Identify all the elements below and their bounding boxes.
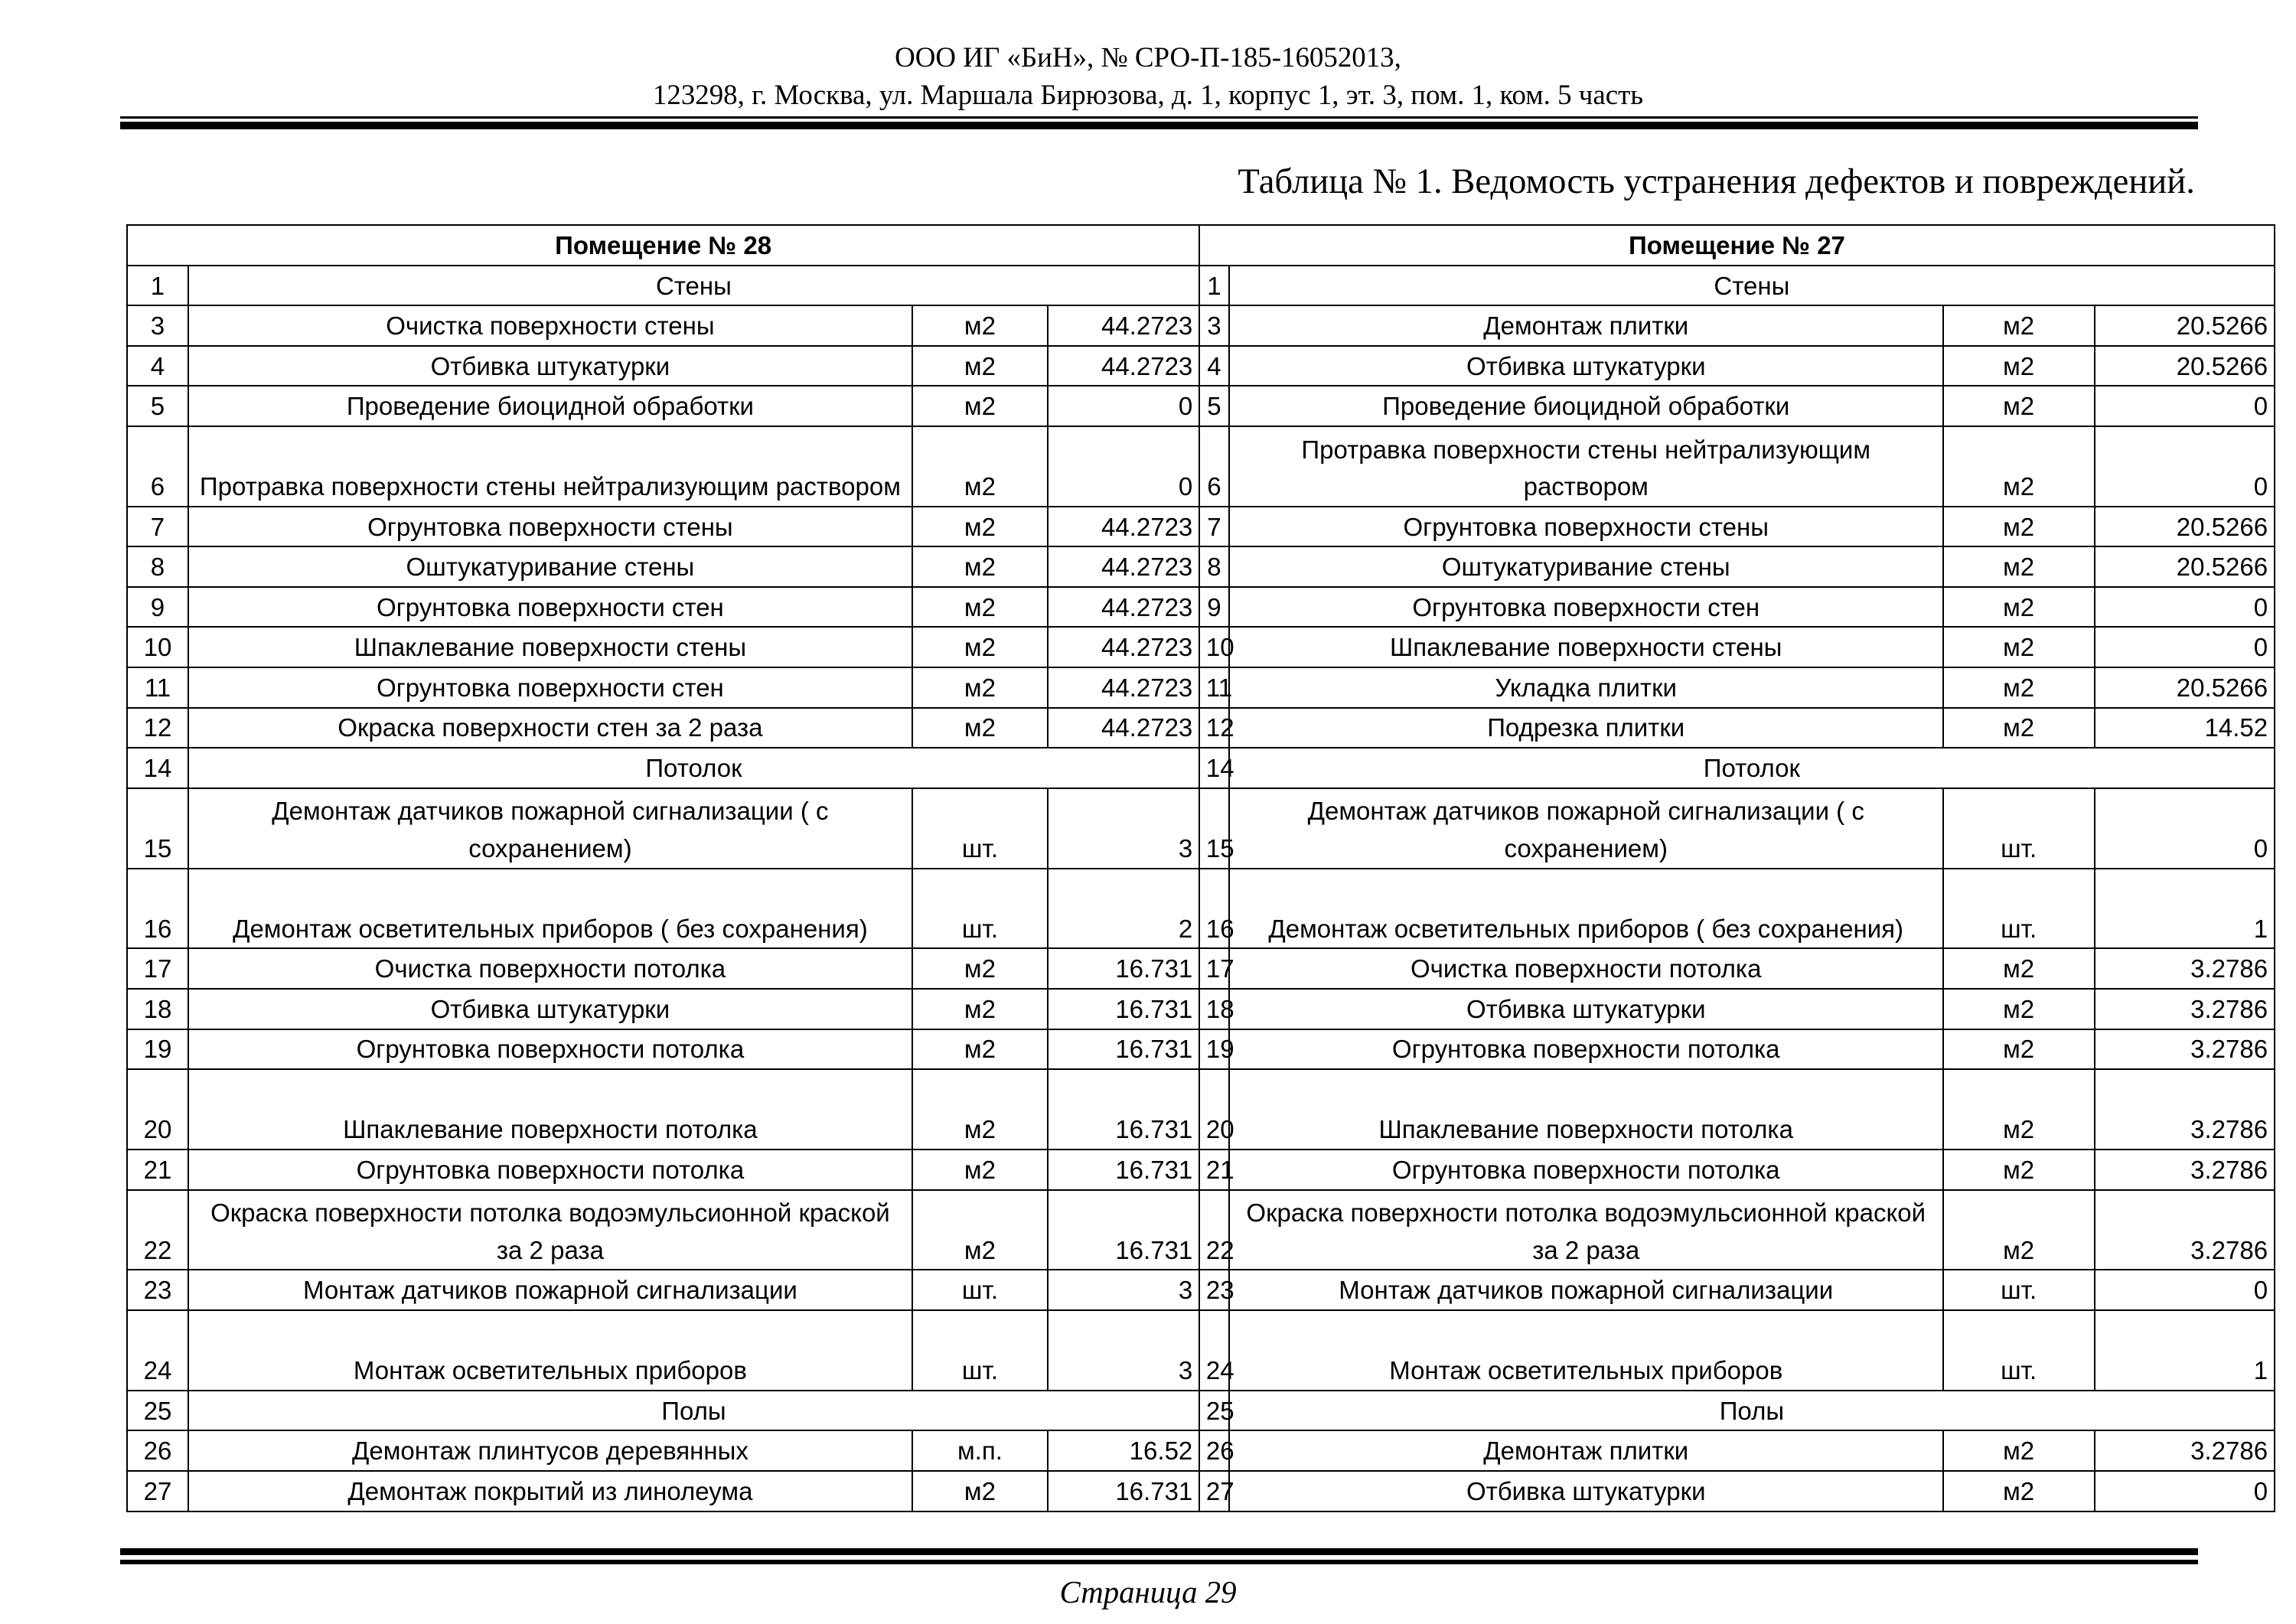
quantity-cell: 1: [2095, 869, 2275, 949]
row-number-cell: 5: [1199, 386, 1229, 426]
row-number-cell: 22: [127, 1190, 188, 1270]
table-row: [127, 305, 2275, 346]
table-row: [127, 1310, 2275, 1391]
table-row: [127, 1069, 2275, 1150]
work-description-cell: Демонтаж покрытий из линолеума: [188, 1471, 912, 1511]
table-row: [127, 1190, 2275, 1270]
unit-cell: м2: [1943, 1471, 2095, 1511]
row-number-cell: 4: [1199, 346, 1229, 386]
quantity-cell: 0: [2095, 386, 2275, 426]
unit-cell: м2: [912, 708, 1048, 748]
row-number-cell: 17: [1199, 948, 1229, 989]
work-description-cell: Шпаклевание поверхности потолка: [188, 1069, 912, 1150]
unit-cell: м2: [912, 426, 1048, 507]
work-description-cell: Демонтаж осветительных приборов ( без сохранения): [188, 869, 912, 949]
section-row: [127, 1391, 2275, 1431]
row-number-cell: 21: [127, 1150, 188, 1190]
row-number-cell: 25: [127, 1391, 188, 1431]
work-description-cell: Огрунтовка поверхности потолка: [1229, 1150, 1943, 1190]
row-number-cell: 12: [1199, 708, 1229, 748]
row-number-cell: 27: [1199, 1471, 1229, 1511]
work-description-cell: Отбивка штукатурки: [188, 989, 912, 1029]
section-title-cell: Потолок: [188, 748, 1199, 788]
row-number-cell: 6: [127, 426, 188, 507]
quantity-cell: 3.2786: [2095, 1150, 2275, 1190]
table-row: [127, 989, 2275, 1029]
work-description-cell: Очистка поверхности потолка: [188, 948, 912, 989]
unit-cell: м2: [1943, 1430, 2095, 1471]
quantity-cell: 3.2786: [2095, 1430, 2275, 1471]
quantity-cell: 44.2723: [1048, 507, 1199, 547]
section-title-cell: Полы: [188, 1391, 1199, 1431]
table-header-row: [127, 225, 2275, 266]
work-description-cell: Оштукатуривание стены: [188, 546, 912, 587]
work-description-cell: Отбивка штукатурки: [188, 346, 912, 386]
footer-rule-thick: [120, 1548, 2197, 1556]
quantity-cell: 16.731: [1048, 1069, 1199, 1150]
unit-cell: м2: [912, 346, 1048, 386]
row-number-cell: 9: [127, 587, 188, 628]
work-description-cell: Проведение биоцидной обработки: [188, 386, 912, 426]
table-row: [127, 948, 2275, 989]
row-number-cell: 12: [127, 708, 188, 748]
work-description-cell: Очистка поверхности стены: [188, 305, 912, 346]
section-row: [127, 748, 2275, 788]
row-number-cell: 10: [1199, 627, 1229, 667]
work-description-cell: Отбивка штукатурки: [1229, 1471, 1943, 1511]
work-description-cell: Монтаж осветительных приборов: [1229, 1310, 1943, 1391]
quantity-cell: 3: [1048, 1270, 1199, 1310]
table-row: [127, 386, 2275, 426]
unit-cell: м2: [1943, 587, 2095, 628]
unit-cell: м2: [912, 546, 1048, 587]
quantity-cell: 44.2723: [1048, 346, 1199, 386]
unit-cell: м2: [1943, 386, 2095, 426]
row-number-cell: 23: [1199, 1270, 1229, 1310]
row-number-cell: 1: [127, 266, 188, 306]
quantity-cell: 3: [1048, 788, 1199, 869]
unit-cell: м2: [1943, 708, 2095, 748]
table-row: [127, 1270, 2275, 1310]
quantity-cell: 14.52: [2095, 708, 2275, 748]
unit-cell: м2: [1943, 546, 2095, 587]
quantity-cell: 44.2723: [1048, 627, 1199, 667]
table-row: [127, 627, 2275, 667]
row-number-cell: 5: [127, 386, 188, 426]
unit-cell: шт.: [912, 788, 1048, 869]
table-row: [127, 667, 2275, 708]
row-number-cell: 14: [1199, 748, 1229, 788]
unit-cell: м2: [912, 667, 1048, 708]
work-description-cell: Укладка плитки: [1229, 667, 1943, 708]
quantity-cell: 0: [1048, 426, 1199, 507]
work-description-cell: Огрунтовка поверхности потолка: [1229, 1029, 1943, 1070]
unit-cell: м2: [912, 989, 1048, 1029]
quantity-cell: 0: [2095, 1270, 2275, 1310]
unit-cell: м2: [1943, 1069, 2095, 1150]
quantity-cell: 44.2723: [1048, 546, 1199, 587]
header-address-line: 123298, г. Москва, ул. Маршала Бирюзова, д. 1, корпус 1, эт. 3, пом. 1, ком. 5 часть: [652, 78, 1644, 110]
work-description-cell: Очистка поверхности потолка: [1229, 948, 1943, 989]
section-title-cell: Стены: [188, 266, 1199, 306]
row-number-cell: 24: [127, 1310, 188, 1391]
left-room-title: Помещение № 28: [127, 225, 1199, 266]
work-description-cell: Окраска поверхности потолка водоэмульсионной краской за 2 раза: [188, 1190, 912, 1270]
row-number-cell: 18: [127, 989, 188, 1029]
quantity-cell: 0: [2095, 788, 2275, 869]
row-number-cell: 16: [127, 869, 188, 949]
quantity-cell: 16.52: [1048, 1430, 1199, 1471]
unit-cell: м2: [912, 948, 1048, 989]
table-row: [127, 1029, 2275, 1070]
unit-cell: шт.: [912, 1270, 1048, 1310]
work-description-cell: Окраска поверхности потолка водоэмульсионной краской за 2 раза: [1229, 1190, 1943, 1270]
table-row: [127, 426, 2275, 507]
row-number-cell: 8: [1199, 546, 1229, 587]
quantity-cell: 3.2786: [2095, 989, 2275, 1029]
table-row: [127, 507, 2275, 547]
quantity-cell: 16.731: [1048, 948, 1199, 989]
work-description-cell: Огрунтовка поверхности потолка: [188, 1029, 912, 1070]
unit-cell: м2: [1943, 305, 2095, 346]
work-description-cell: Огрунтовка поверхности потолка: [188, 1150, 912, 1190]
work-description-cell: Демонтаж плинтусов деревянных: [188, 1430, 912, 1471]
unit-cell: м2: [912, 627, 1048, 667]
unit-cell: м2: [912, 1069, 1048, 1150]
quantity-cell: 0: [2095, 1471, 2275, 1511]
work-description-cell: Демонтаж датчиков пожарной сигнализации ( с сохранением): [1229, 788, 1943, 869]
unit-cell: шт.: [1943, 869, 2095, 949]
unit-cell: м2: [912, 1150, 1048, 1190]
work-description-cell: Огрунтовка поверхности стен: [1229, 587, 1943, 628]
row-number-cell: 27: [127, 1471, 188, 1511]
row-number-cell: 11: [127, 667, 188, 708]
work-description-cell: Демонтаж датчиков пожарной сигнализации ( с сохранением): [188, 788, 912, 869]
right-room-title: Помещение № 27: [1199, 225, 2275, 266]
work-description-cell: Подрезка плитки: [1229, 708, 1943, 748]
unit-cell: м2: [1943, 667, 2095, 708]
quantity-cell: 3.2786: [2095, 1190, 2275, 1270]
quantity-cell: 1: [2095, 1310, 2275, 1391]
unit-cell: м2: [1943, 507, 2095, 547]
work-description-cell: Отбивка штукатурки: [1229, 989, 1943, 1029]
quantity-cell: 16.731: [1048, 1190, 1199, 1270]
header-rule-thick: [120, 122, 2197, 129]
unit-cell: м2: [1943, 989, 2095, 1029]
section-title-cell: Стены: [1229, 266, 2275, 306]
work-description-cell: Шпаклевание поверхности стены: [1229, 627, 1943, 667]
unit-cell: шт.: [1943, 1310, 2095, 1391]
unit-cell: м2: [1943, 346, 2095, 386]
work-description-cell: Протравка поверхности стены нейтрализующим раствором: [1229, 426, 1943, 507]
work-description-cell: Шпаклевание поверхности потолка: [1229, 1069, 1943, 1150]
row-number-cell: 21: [1199, 1150, 1229, 1190]
work-description-cell: Демонтаж плитки: [1229, 305, 1943, 346]
table-row: [127, 546, 2275, 587]
unit-cell: м2: [1943, 627, 2095, 667]
unit-cell: м2: [912, 305, 1048, 346]
quantity-cell: 16.731: [1048, 1471, 1199, 1511]
quantity-cell: 44.2723: [1048, 667, 1199, 708]
table-row: [127, 1471, 2275, 1511]
footer-rule-thin: [120, 1560, 2197, 1564]
quantity-cell: 3: [1048, 1310, 1199, 1391]
work-description-cell: Демонтаж осветительных приборов ( без сохранения): [1229, 869, 1943, 949]
unit-cell: шт.: [912, 1310, 1048, 1391]
row-number-cell: 20: [1199, 1069, 1229, 1150]
row-number-cell: 9: [1199, 587, 1229, 628]
row-number-cell: 16: [1199, 869, 1229, 949]
quantity-cell: 20.5266: [2095, 305, 2275, 346]
work-description-cell: Огрунтовка поверхности стен: [188, 667, 912, 708]
work-description-cell: Огрунтовка поверхности стены: [188, 507, 912, 547]
quantity-cell: 2: [1048, 869, 1199, 949]
quantity-cell: 3.2786: [2095, 1029, 2275, 1070]
row-number-cell: 15: [127, 788, 188, 869]
work-description-cell: Огрунтовка поверхности стены: [1229, 507, 1943, 547]
unit-cell: м2: [1943, 1150, 2095, 1190]
table-row: [127, 788, 2275, 869]
quantity-cell: 44.2723: [1048, 305, 1199, 346]
work-description-cell: Огрунтовка поверхности стен: [188, 587, 912, 628]
work-description-cell: Шпаклевание поверхности стены: [188, 627, 912, 667]
section-title-cell: Полы: [1229, 1391, 2275, 1431]
table-caption: Таблица № 1. Ведомость устранения дефектов и повреждений.: [1238, 161, 2195, 201]
quantity-cell: 0: [2095, 587, 2275, 628]
unit-cell: м2: [912, 1471, 1048, 1511]
table-row: [127, 869, 2275, 949]
row-number-cell: 15: [1199, 788, 1229, 869]
row-number-cell: 7: [1199, 507, 1229, 547]
unit-cell: м2: [912, 386, 1048, 426]
row-number-cell: 26: [127, 1430, 188, 1471]
unit-cell: м2: [912, 587, 1048, 628]
quantity-cell: 3.2786: [2095, 1069, 2275, 1150]
unit-cell: м.п.: [912, 1430, 1048, 1471]
row-number-cell: 20: [127, 1069, 188, 1150]
row-number-cell: 26: [1199, 1430, 1229, 1471]
row-number-cell: 24: [1199, 1310, 1229, 1391]
quantity-cell: 3.2786: [2095, 948, 2275, 989]
work-description-cell: Монтаж осветительных приборов: [188, 1310, 912, 1391]
table-row: [127, 1150, 2275, 1190]
work-description-cell: Демонтаж плитки: [1229, 1430, 1943, 1471]
work-description-cell: Монтаж датчиков пожарной сигнализации: [188, 1270, 912, 1310]
work-description-cell: Протравка поверхности стены нейтрализующим раствором: [188, 426, 912, 507]
row-number-cell: 1: [1199, 266, 1229, 306]
unit-cell: шт.: [912, 869, 1048, 949]
row-number-cell: 14: [127, 748, 188, 788]
header-organization-line: ООО ИГ «БиН», № СРО-П-185-16052013,: [895, 41, 1401, 73]
unit-cell: м2: [1943, 1190, 2095, 1270]
quantity-cell: 20.5266: [2095, 346, 2275, 386]
quantity-cell: 0: [2095, 627, 2275, 667]
row-number-cell: 17: [127, 948, 188, 989]
row-number-cell: 18: [1199, 989, 1229, 1029]
work-description-cell: Оштукатуривание стены: [1229, 546, 1943, 587]
work-description-cell: Отбивка штукатурки: [1229, 346, 1943, 386]
page-number: Страница 29: [1059, 1574, 1237, 1609]
row-number-cell: 4: [127, 346, 188, 386]
quantity-cell: 44.2723: [1048, 708, 1199, 748]
quantity-cell: 0: [1048, 386, 1199, 426]
unit-cell: шт.: [1943, 788, 2095, 869]
row-number-cell: 22: [1199, 1190, 1229, 1270]
row-number-cell: 3: [1199, 305, 1229, 346]
section-row: [127, 266, 2275, 306]
row-number-cell: 10: [127, 627, 188, 667]
table-row: [127, 587, 2275, 628]
row-number-cell: 19: [127, 1029, 188, 1070]
row-number-cell: 6: [1199, 426, 1229, 507]
unit-cell: м2: [1943, 1029, 2095, 1070]
table-row: [127, 346, 2275, 386]
unit-cell: шт.: [1943, 1270, 2095, 1310]
row-number-cell: 7: [127, 507, 188, 547]
row-number-cell: 23: [127, 1270, 188, 1310]
table-row: [127, 1430, 2275, 1471]
quantity-cell: 16.731: [1048, 1029, 1199, 1070]
work-description-cell: Монтаж датчиков пожарной сигнализации: [1229, 1270, 1943, 1310]
unit-cell: м2: [1943, 948, 2095, 989]
work-description-cell: Проведение биоцидной обработки: [1229, 386, 1943, 426]
quantity-cell: 20.5266: [2095, 546, 2275, 587]
table-row: [127, 708, 2275, 748]
defects-table: [126, 224, 2275, 1511]
unit-cell: м2: [912, 507, 1048, 547]
row-number-cell: 8: [127, 546, 188, 587]
row-number-cell: 19: [1199, 1029, 1229, 1070]
row-number-cell: 3: [127, 305, 188, 346]
row-number-cell: 25: [1199, 1391, 1229, 1431]
table-body: [127, 225, 2275, 1511]
quantity-cell: 20.5266: [2095, 667, 2275, 708]
row-number-cell: 11: [1199, 667, 1229, 708]
quantity-cell: 16.731: [1048, 989, 1199, 1029]
quantity-cell: 20.5266: [2095, 507, 2275, 547]
work-description-cell: Окраска поверхности стен за 2 раза: [188, 708, 912, 748]
quantity-cell: 16.731: [1048, 1150, 1199, 1190]
section-title-cell: Потолок: [1229, 748, 2275, 788]
unit-cell: м2: [912, 1190, 1048, 1270]
unit-cell: м2: [1943, 426, 2095, 507]
quantity-cell: 0: [2095, 426, 2275, 507]
unit-cell: м2: [912, 1029, 1048, 1070]
quantity-cell: 44.2723: [1048, 587, 1199, 628]
header-rule-thin: [120, 116, 2197, 119]
